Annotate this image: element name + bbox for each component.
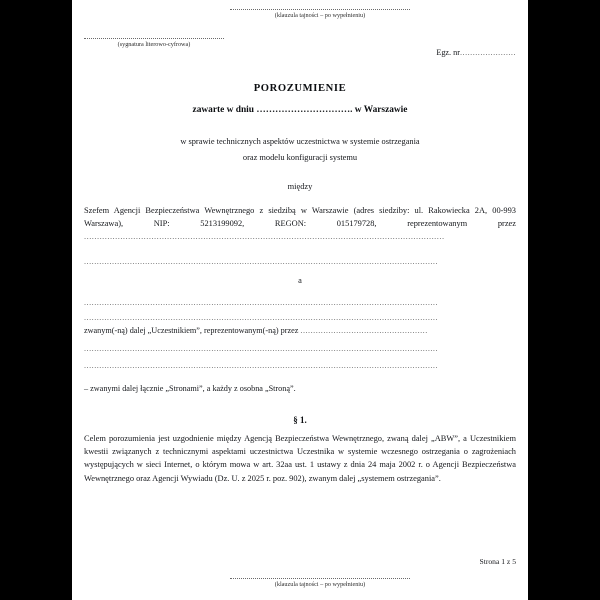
header-classification-rule xyxy=(230,9,410,10)
subject-line-1: w sprawie technicznych aspektów uczestnictwa w systemie ostrzegania xyxy=(180,137,420,146)
party-two-fill-dots: .................................................. xyxy=(300,326,428,335)
blank-fill-line-3[interactable]: ........................................................................................................................................... xyxy=(84,313,439,322)
section-1-body: Celem porozumienia jest uzgodnienie między Agencją Bezpieczeństwa Wewnętrznego, zwaną dalej „ABW”, a Uczestnikiem kwestii związanych z technicznymi aspektami uczestnictwa Uczestnika w systemie wczesnego ostrzegania o zagrożeniach występujących w sieci Internet, o którym mowa w art. 32aa ust. 1 ustawy z dnia 24 maja 2002 r. o Agencji Bezpieczeństwa Wewnętrznego oraz Agencji Wywiadu (Dz. U. z 2025 r. poz. 902), zwanym dalej „systemem ostrzegania”. xyxy=(84,434,516,483)
blank-fill-line-2[interactable]: ........................................................................................................................................... xyxy=(84,298,439,307)
party-one-fill-dots: ........................................................................................................................................... xyxy=(84,232,445,242)
header-signature-rule xyxy=(84,38,224,39)
blank-fill-line-1[interactable]: ........................................................................................................................................... xyxy=(84,257,439,266)
footer-page-indicator: Strona 1 z 5 xyxy=(479,557,516,566)
blank-fill-line-5[interactable]: ........................................................................................................................................... xyxy=(84,361,439,370)
footer-classification-note: (klauzula tajności – po wypełnieniu) xyxy=(274,581,366,588)
footer-classification-rule xyxy=(230,578,410,579)
header-classification-block xyxy=(230,9,410,20)
document-subtitle: zawarte w dniu …………………………. w Warszawie xyxy=(192,105,408,115)
party-one-paragraph xyxy=(84,204,516,244)
copy-number-label: Egz. nr xyxy=(436,48,460,57)
footer-classification-block xyxy=(230,578,410,589)
header-signature-block xyxy=(84,38,224,49)
parties-note: – zwanymi dalej łącznie „Stronami”, a każdy z osobna „Stroną”. xyxy=(84,384,296,393)
between-label: między xyxy=(287,182,313,191)
section-1-mark: § 1. xyxy=(293,415,307,425)
document-page xyxy=(72,0,528,600)
header-signature-note: (sygnatura literowo-cyfrowa) xyxy=(117,41,191,48)
page-content-area xyxy=(80,0,520,600)
party-two-line xyxy=(84,325,524,336)
copy-number-block xyxy=(436,47,516,58)
blank-fill-line-4[interactable]: ........................................................................................................................................... xyxy=(84,344,439,353)
header-classification-note: (klauzula tajności – po wypełnieniu) xyxy=(274,12,366,19)
subject-line-2: oraz modelu konfiguracji systemu xyxy=(242,153,358,162)
page-title: POROZUMIENIE xyxy=(253,83,347,94)
party-two-text: zwanym(-ną) dalej „Uczestnikiem”, reprezentowanym(-ną) przez xyxy=(84,326,299,335)
copy-number-dots: ...................... xyxy=(459,48,516,57)
party-one-text: Szefem Agencji Bezpieczeństwa Wewnętrznego z siedzibą w Warszawie (adres siedziby: ul. Rakowiecka 2A, 00-993 Warszawa), NIP: 5213199092, REGON: 015179728, reprezentowanym przez xyxy=(84,206,516,229)
and-label: a xyxy=(298,276,302,285)
